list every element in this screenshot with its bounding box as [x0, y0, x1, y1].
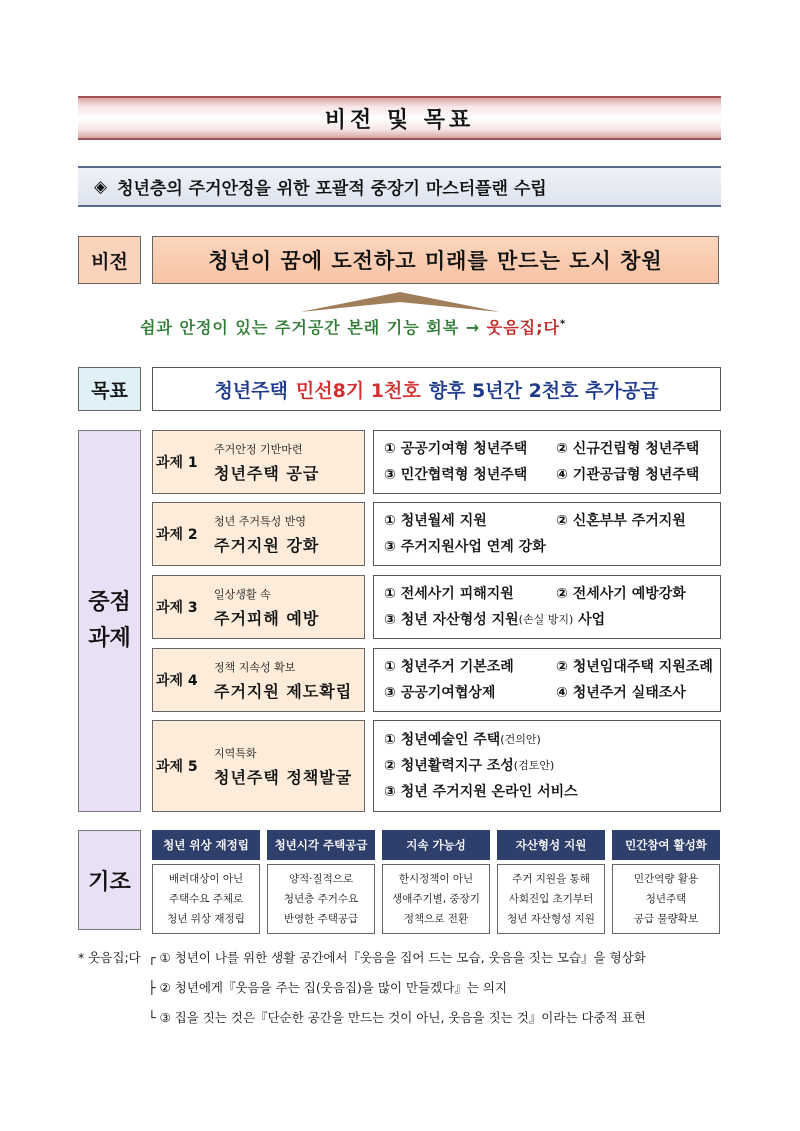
foundation-column — [497, 830, 605, 934]
foundation-column — [152, 830, 260, 934]
foundation-line: 한시정책이 아닌 — [398, 873, 474, 885]
task-subtitle: 청년 주거특성 반영 — [214, 514, 307, 528]
task-item-note: (건의안) — [500, 733, 541, 746]
page-title: 비전 및 목표 — [324, 107, 475, 133]
task-item: ④ 기관공급형 청년주택 — [556, 467, 700, 483]
foundation-body — [267, 864, 375, 934]
goal-part-2: 민선8기 1천호 — [295, 379, 421, 402]
foundation-heading: 청년시각 주택공급 — [267, 830, 375, 860]
task-title: 주거지원 제도확립 — [214, 681, 353, 701]
task-4-details — [373, 648, 721, 712]
goal-box — [152, 367, 721, 411]
task-2-details — [373, 502, 721, 566]
foundation-body — [382, 864, 490, 934]
foundation-line: 생애주기별, 중장기 — [392, 893, 480, 905]
task-number: 과제 4 — [156, 673, 198, 689]
task-1-details — [373, 430, 721, 494]
core-tasks-label — [78, 430, 141, 812]
task-item: ② 전세사기 예방강화 — [556, 586, 686, 602]
foundation-heading: 청년 위상 재정립 — [152, 830, 260, 860]
foundation-line: 사회진입 초기부터 — [508, 893, 594, 905]
task-number: 과제 1 — [156, 455, 198, 471]
tagline-highlight: 웃음집;다 — [486, 318, 560, 337]
task-item: ④ 청년주거 실태조사 — [556, 685, 686, 701]
foundation-heading: 민간참여 활성화 — [612, 830, 720, 860]
task-5-details — [373, 720, 721, 812]
task-item: ③ 주거지원사업 연계 강화 — [384, 539, 546, 555]
footnote-prefix: * 웃음집;다 — [78, 950, 141, 965]
foundation-line: 주택수요 주체로 — [168, 893, 244, 905]
core-label-line1: 중점 — [88, 590, 131, 615]
goal-label: 목표 — [78, 367, 141, 411]
foundation-column — [612, 830, 720, 934]
up-arrow-icon — [300, 290, 500, 314]
foundation-line: 청년 위상 재정립 — [167, 913, 245, 925]
task-item: ③ 청년 주거지원 온라인 서비스 — [384, 784, 578, 800]
footnote-line: └ ③ 집을 짓는 것은『단순한 공간을 만드는 것이 아닌, 웃음을 짓는 것』이라는 다중적 표현 — [148, 1010, 646, 1025]
task-item: ① 청년예술인 주택 — [384, 732, 501, 748]
task-3-header — [152, 575, 365, 639]
task-1-header — [152, 430, 365, 494]
task-4-header — [152, 648, 365, 712]
task-title: 주거지원 강화 — [214, 535, 320, 555]
task-item: ① 청년주거 기본조례 — [384, 659, 514, 675]
core-label-line2: 과제 — [88, 626, 131, 651]
foundation-line: 주거 지원을 통해 — [512, 873, 590, 885]
foundation-line: 민간역량 활용 — [633, 873, 699, 885]
foundation-line: 공급 물량확보 — [633, 913, 699, 925]
goal-part-1: 청년주택 — [214, 379, 288, 402]
task-item: ① 청년월세 지원 — [384, 513, 487, 529]
foundation-body — [612, 864, 720, 934]
task-subtitle: 정책 지속성 확보 — [214, 660, 296, 674]
task-item: ① 공공기여형 청년주택 — [384, 441, 528, 457]
tagline-footnote-mark: * — [559, 318, 567, 330]
task-subtitle: 일상생활 속 — [214, 587, 271, 601]
footnote-line: ├ ② 청년에게『웃음을 주는 집(웃음집)을 많이 만들겠다』는 의지 — [148, 980, 508, 995]
foundation-line: 배려대상이 아닌 — [168, 873, 244, 885]
task-item: ② 청년활력지구 조성 — [384, 758, 514, 774]
task-title: 주거피해 예방 — [214, 608, 320, 628]
subtitle-text: 청년층의 주거안정을 위한 포괄적 중장기 마스터플랜 수립 — [117, 179, 547, 199]
diamond-bullet-icon: ◈ — [94, 176, 108, 197]
task-2-header — [152, 502, 365, 566]
task-item-note: (검토안) — [513, 759, 555, 772]
task-3-details — [373, 575, 721, 639]
foundation-line: 청년주택 — [645, 893, 687, 905]
foundation-label: 기조 — [78, 830, 141, 930]
task-title: 청년주택 공급 — [214, 463, 320, 483]
foundation-body — [152, 864, 260, 934]
task-item: ③ 공공기여협상제 — [384, 685, 496, 701]
task-subtitle: 지역특화 — [214, 746, 257, 760]
task-item: ③ 민간협력형 청년주택 — [384, 467, 528, 483]
task-number: 과제 2 — [156, 527, 198, 543]
foundation-body — [497, 864, 605, 934]
task-item-note: (손실 방지) — [518, 613, 574, 626]
goal-part-3: 향후 5년간 2천호 추가공급 — [428, 379, 659, 402]
task-item-end: 사업 — [573, 612, 606, 628]
task-item: ② 청년임대주택 지원조례 — [556, 659, 713, 675]
task-title: 청년주택 정책발굴 — [214, 767, 353, 787]
foundation-line: 반영한 주택공급 — [283, 913, 359, 925]
foundation-line: 정책으로 전환 — [403, 913, 469, 925]
foundation-column — [382, 830, 490, 934]
task-number: 과제 3 — [156, 600, 198, 616]
vision-text: 청년이 꿈에 도전하고 미래를 만드는 도시 창원 — [152, 236, 719, 284]
foundation-heading: 지속 가능성 — [382, 830, 490, 860]
title-banner — [78, 96, 721, 140]
foundation-line: 청년층 주거수요 — [283, 893, 359, 905]
tagline — [140, 315, 700, 341]
task-item: ③ 청년 자산형성 지원 — [384, 612, 519, 628]
tagline-text: 쉼과 안정이 있는 주거공간 본래 기능 회복 → — [140, 318, 481, 337]
foundation-column — [267, 830, 375, 934]
vision-label: 비전 — [78, 236, 141, 284]
task-item: ① 전세사기 피해지원 — [384, 586, 514, 602]
task-item: ② 신혼부부 주거지원 — [556, 513, 686, 529]
task-number: 과제 5 — [156, 759, 198, 775]
task-item: ② 신규건립형 청년주택 — [556, 441, 700, 457]
task-subtitle: 주거안정 기반마련 — [214, 442, 303, 456]
foundation-line: 양적·질적으로 — [288, 873, 354, 885]
subtitle-bar — [78, 166, 721, 207]
foundation-heading: 자산형성 지원 — [497, 830, 605, 860]
task-5-header — [152, 720, 365, 812]
foundation-line: 청년 자산형성 지원 — [507, 913, 595, 925]
footnote-line: ┌ ① 청년이 나를 위한 생활 공간에서『웃음을 집어 드는 모습, 웃음을 짓는 모습』을 형상화 — [148, 950, 646, 965]
